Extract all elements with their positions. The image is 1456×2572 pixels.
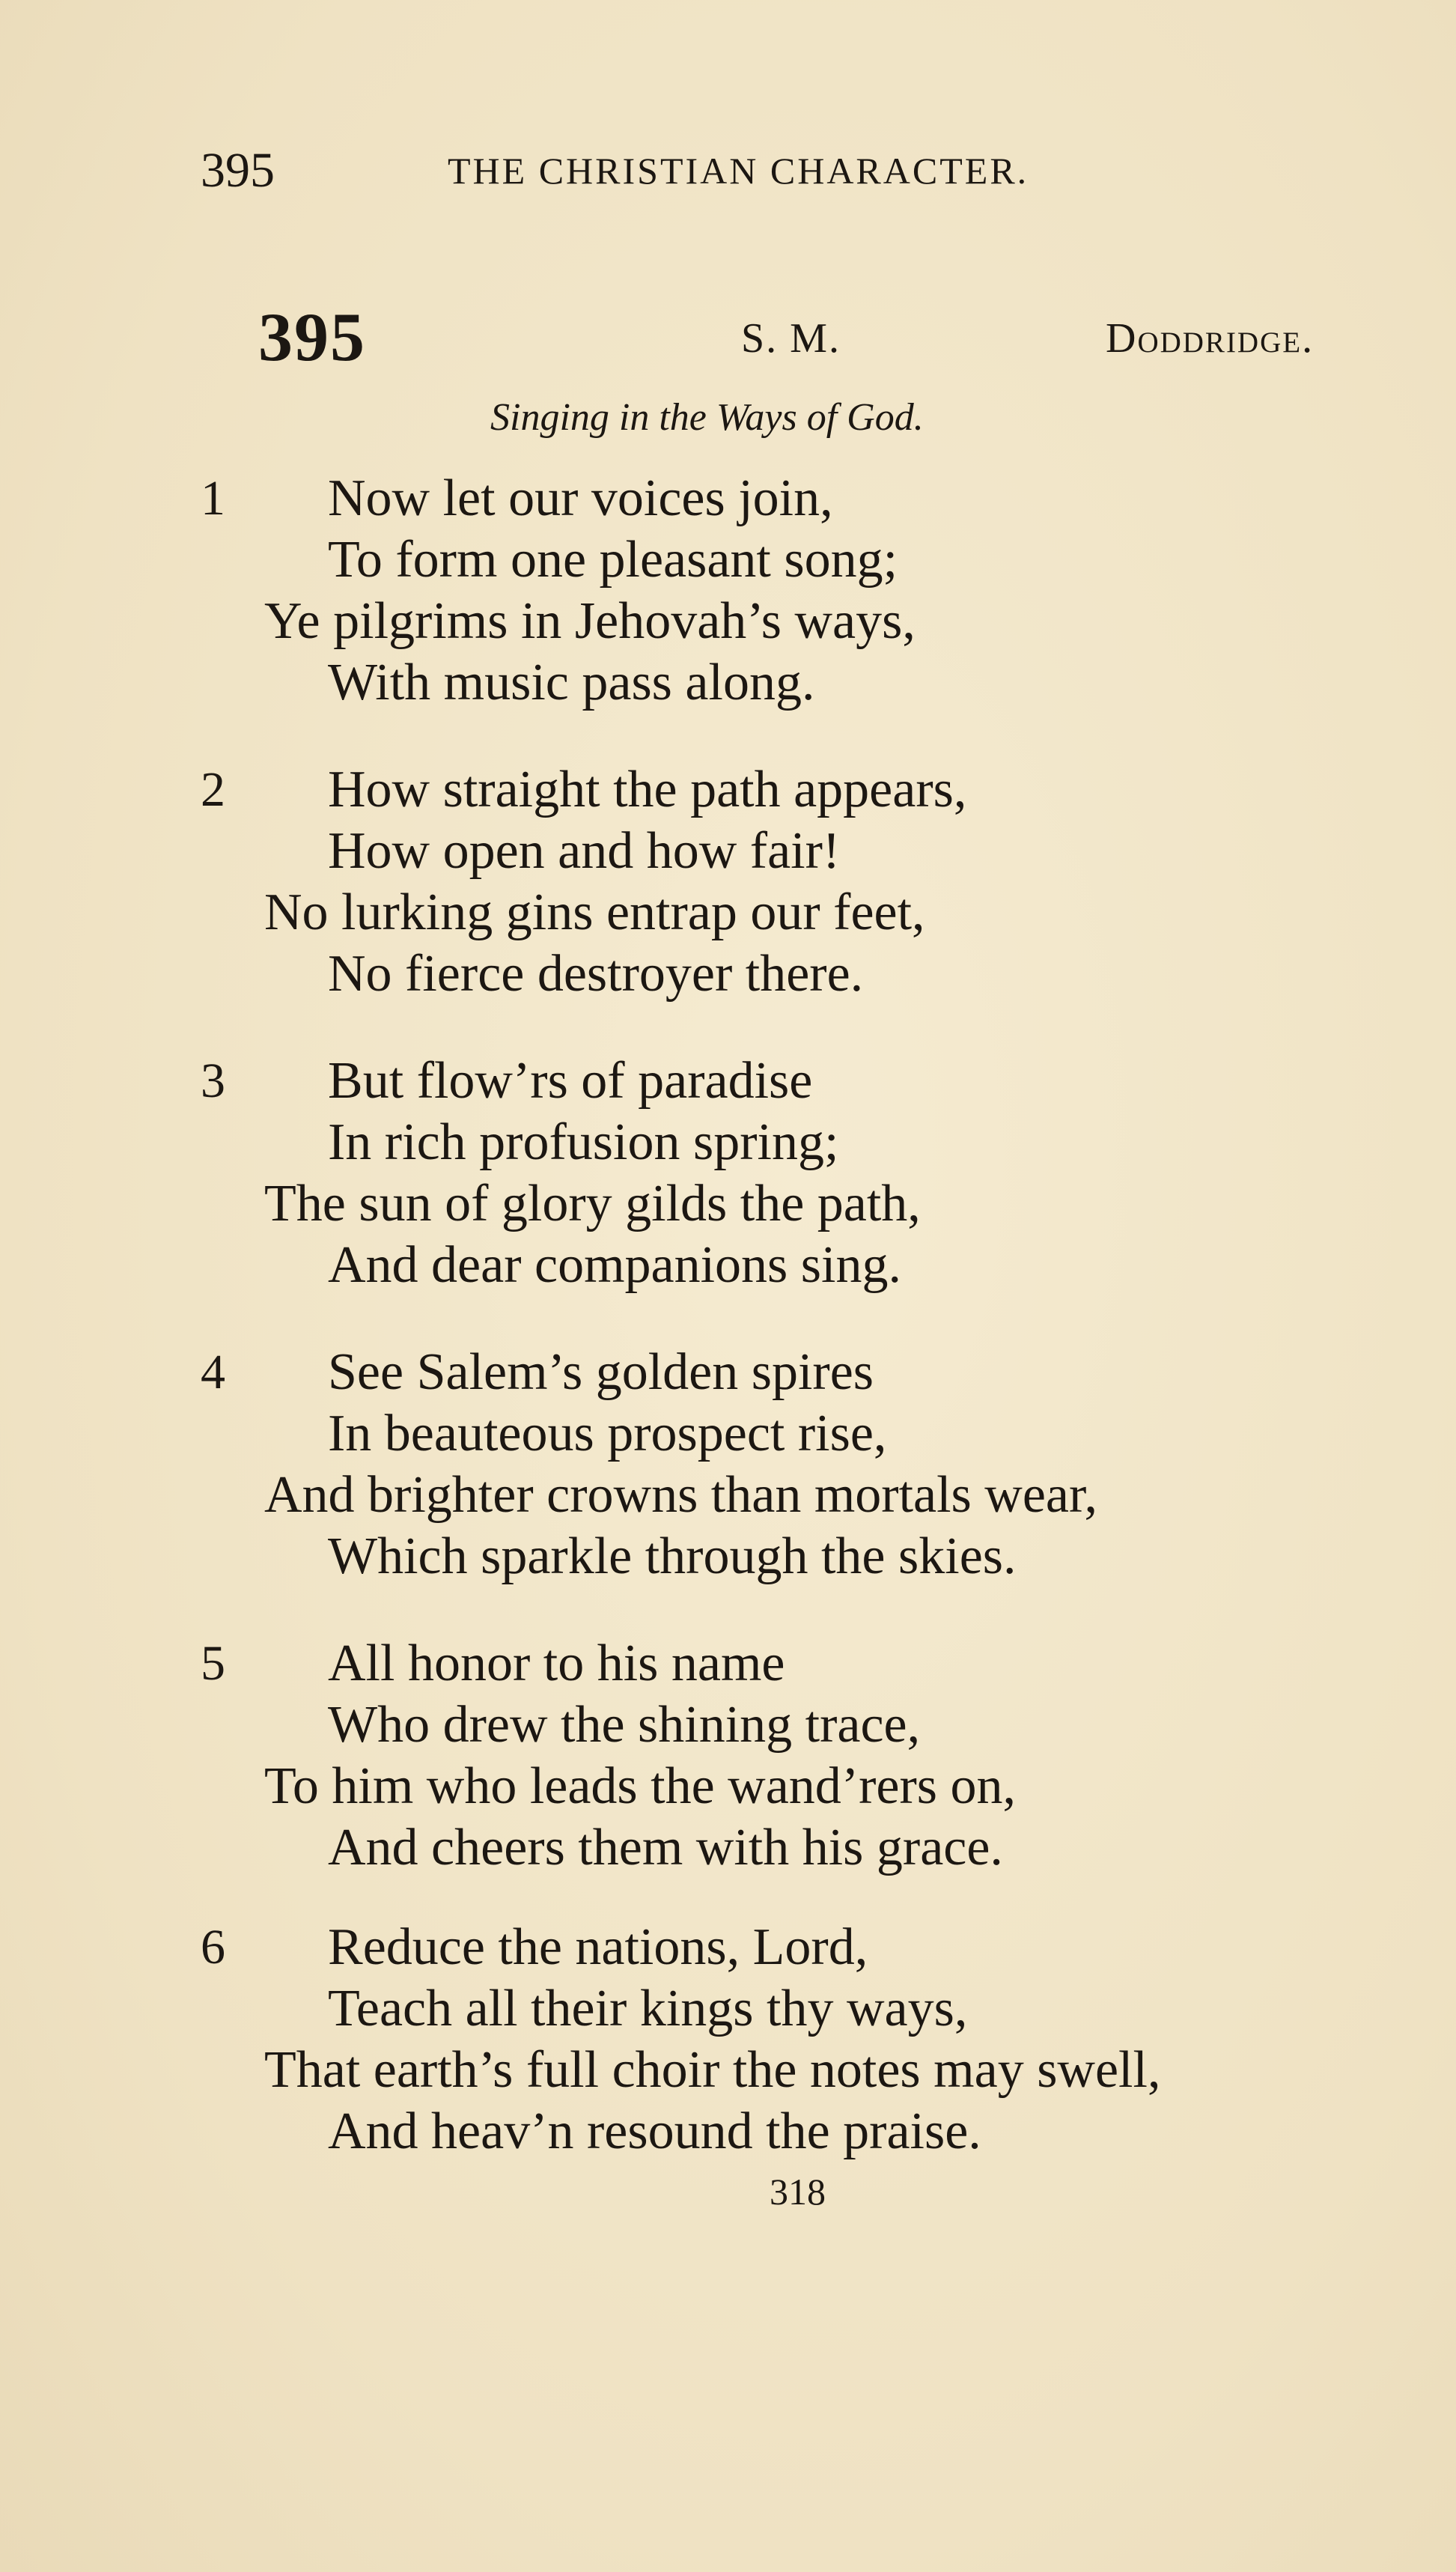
header-page-number: 395 (201, 143, 275, 198)
hymn-heading (0, 300, 1456, 374)
verse-line: How open and how fair! (328, 822, 841, 880)
verse-line: Which sparkle through the skies. (328, 1527, 1017, 1585)
verse-line: And dear companions sing. (328, 1236, 901, 1294)
verse-line: How straight the path appears, (328, 761, 967, 818)
verse-line: In rich profusion spring; (328, 1113, 839, 1171)
verse-line: To him who leads the wand’rers on, (264, 1757, 1017, 1815)
verse-line: And brighter crowns than mortals wear, (264, 1466, 1097, 1524)
stanza-number: 1 (201, 471, 225, 526)
verse-line: No lurking gins entrap our feet, (264, 884, 925, 941)
stanza-number: 4 (201, 1345, 225, 1399)
running-head (0, 137, 1456, 204)
running-title: THE CHRISTIAN CHARACTER. (448, 150, 1029, 192)
verse-line: Who drew the shining trace, (328, 1696, 921, 1754)
verse-line: Teach all their kings thy ways, (328, 1980, 968, 2037)
stanza-number: 5 (201, 1636, 225, 1691)
verse-line: With music pass along. (328, 654, 815, 711)
verse-line: But flow’rs of paradise (328, 1052, 813, 1110)
stanza-number: 2 (201, 762, 225, 817)
hymn-author: Doddridge. (1106, 315, 1315, 362)
verse-line: See Salem’s golden spires (328, 1343, 874, 1401)
hymn-number: 395 (258, 299, 366, 375)
hymn-title: Singing in the Ways of God. (490, 396, 924, 439)
verse-line: No fierce destroyer there. (328, 945, 864, 1003)
verse-line: And cheers them with his grace. (328, 1819, 1003, 1876)
verse-line: In beauteous prospect rise, (328, 1405, 887, 1462)
verse-line: All honor to his name (328, 1635, 785, 1692)
verse-line: And heav’n resound the praise. (328, 2103, 981, 2160)
verse-line: That earth’s full choir the notes may swell, (264, 2041, 1161, 2099)
stanza-number: 3 (201, 1054, 225, 1108)
stanza-number: 6 (201, 1920, 225, 1974)
verse-line: Reduce the nations, Lord, (328, 1918, 868, 1976)
verse-line: To form one pleasant song; (328, 531, 898, 589)
verse-line: Ye pilgrims in Jehovah’s ways, (264, 592, 916, 650)
footer-page-number: 318 (770, 2171, 826, 2213)
verse-line: The sun of glory gilds the path, (264, 1175, 921, 1232)
verse-line: Now let our voices join, (328, 469, 833, 527)
hymn-meter: S. M. (741, 315, 841, 362)
